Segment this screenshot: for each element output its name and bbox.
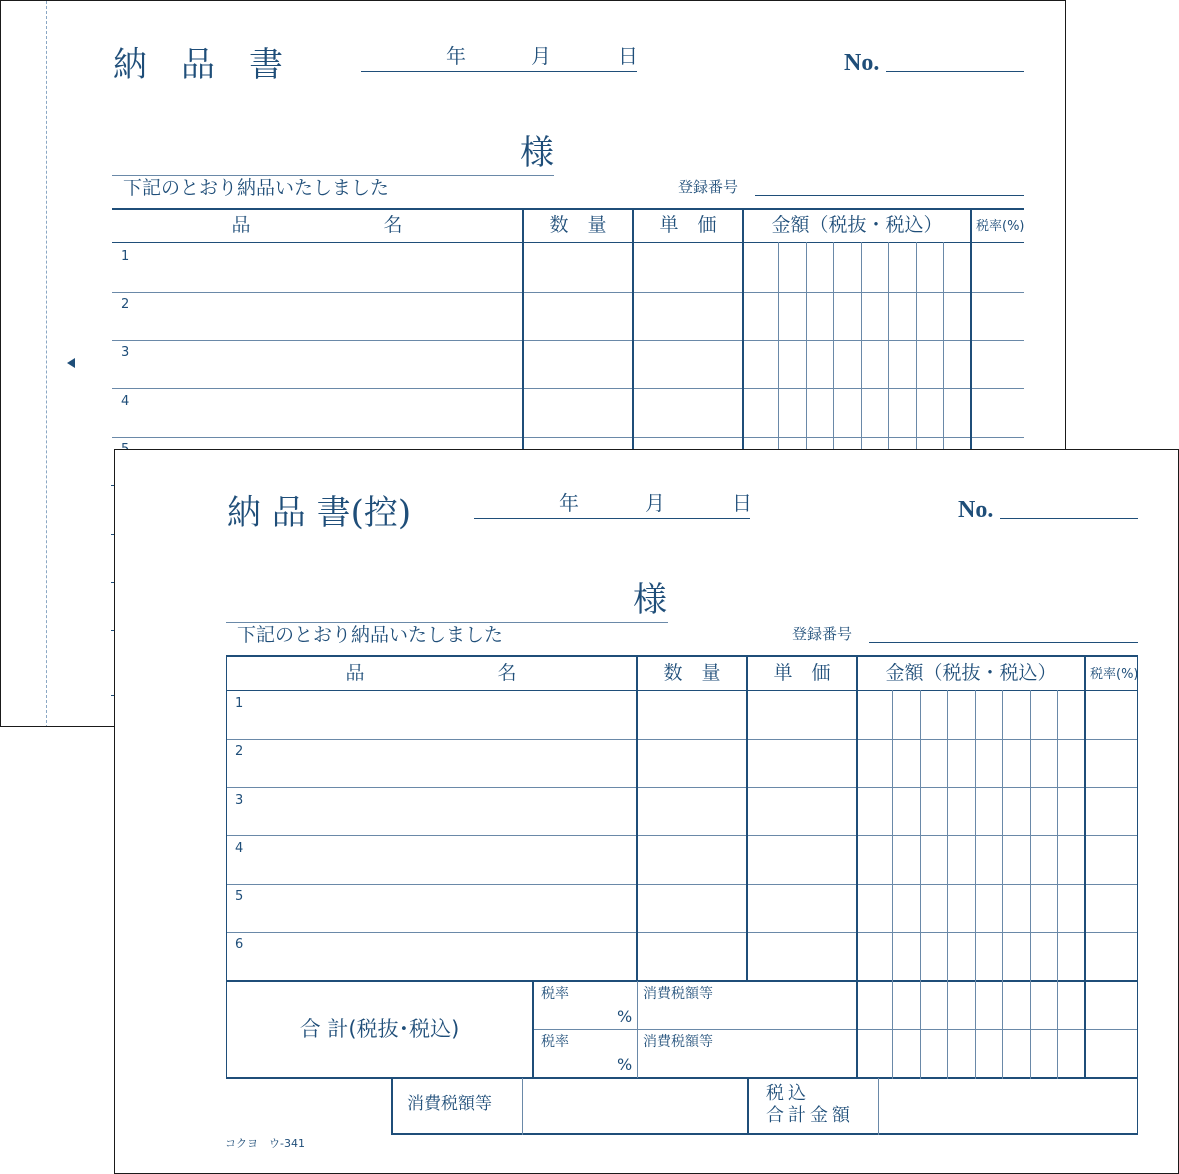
consumption-tax-label: 消費税額等 <box>643 1034 713 1050</box>
grand-total-label-line2: 合計金額 <box>766 1105 854 1126</box>
grand-total-label-line1: 税込 <box>766 1083 810 1104</box>
header-item: 品 名 <box>231 214 403 236</box>
row-number: 2 <box>235 744 244 759</box>
header-amount: 金額（税抜・税込） <box>885 662 1057 684</box>
date-day-label: 日 <box>732 491 752 515</box>
registration-underline <box>755 195 1024 196</box>
row-number: 6 <box>235 937 244 952</box>
consumption-tax-label: 消費税額等 <box>643 986 713 1002</box>
honorific-sama: 様 <box>520 133 554 173</box>
header-tax-rate: 税率(%) <box>1090 667 1139 682</box>
row-number: 4 <box>121 394 130 409</box>
number-underline <box>1000 518 1138 519</box>
recipient-line <box>226 622 668 623</box>
row-number: 3 <box>235 793 244 808</box>
date-year-label: 年 <box>559 491 579 515</box>
percent-sign: % <box>617 1055 633 1074</box>
header-quantity: 数 量 <box>549 214 607 236</box>
header-quantity: 数 量 <box>663 662 721 684</box>
page-title: 納 品 書(控) <box>227 493 412 533</box>
registration-label: 登録番号 <box>792 625 853 643</box>
header-unit-price: 単 価 <box>659 214 717 236</box>
tax-rate-label: 税率 <box>541 986 569 1002</box>
registration-label: 登録番号 <box>678 178 739 196</box>
date-year-label: 年 <box>446 44 466 68</box>
date-underline <box>474 518 750 519</box>
recipient-line <box>112 175 554 176</box>
date-underline <box>361 71 637 72</box>
delivery-message: 下記のとおり納品いたしました <box>237 624 504 646</box>
header-amount: 金額（税抜・税込） <box>771 214 943 236</box>
total-label: 合 計(税抜･税込) <box>299 1017 460 1041</box>
header-unit-price: 単 価 <box>773 662 831 684</box>
arrow-left-icon <box>67 358 75 368</box>
delivery-message: 下記のとおり納品いたしました <box>123 177 390 199</box>
delivery-slip-copy <box>114 449 1179 1174</box>
tax-rate-label: 税率 <box>541 1034 569 1050</box>
header-tax-rate: 税率(%) <box>976 219 1025 234</box>
row-number: 4 <box>235 841 244 856</box>
bottom-consumption-tax-label: 消費税額等 <box>407 1094 492 1114</box>
row-number: 1 <box>121 249 130 264</box>
row-number: 2 <box>121 297 130 312</box>
page-title: 納 品 書 <box>113 45 283 85</box>
number-underline <box>886 71 1024 72</box>
date-month-label: 月 <box>645 491 665 515</box>
row-number: 3 <box>121 345 130 360</box>
row-number: 1 <box>235 696 244 711</box>
date-day-label: 日 <box>618 44 638 68</box>
honorific-sama: 様 <box>633 580 667 620</box>
number-label: No. <box>958 497 994 523</box>
registration-underline <box>869 642 1138 643</box>
product-code: コクヨ ウ-341 <box>225 1137 305 1150</box>
percent-sign: % <box>617 1007 633 1026</box>
date-month-label: 月 <box>531 44 551 68</box>
perforation-line <box>46 1 47 727</box>
header-item: 品 名 <box>345 662 517 684</box>
number-label: No. <box>844 50 880 76</box>
row-number: 5 <box>235 889 244 904</box>
